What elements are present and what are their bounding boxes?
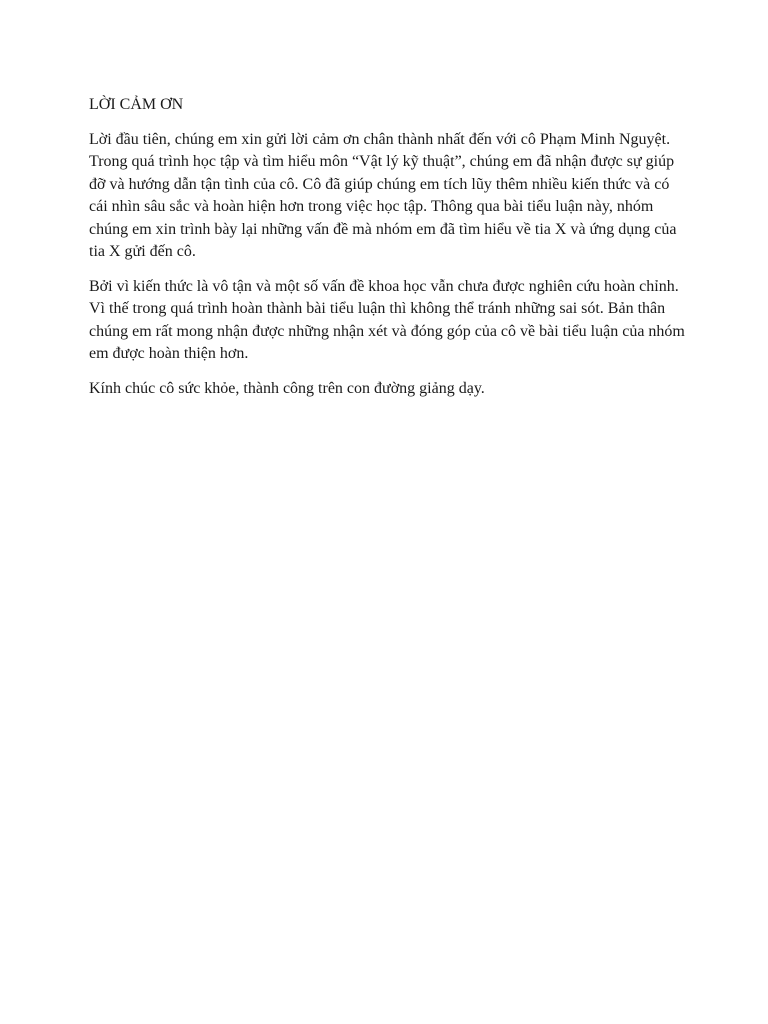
paragraph-intro: Lời đầu tiên, chúng em xin gửi lời cảm ơn chân thành nhất đến với cô Phạm Minh Nguyệt. Trong quá trình học tập và tìm hiểu môn “Vật lý kỹ thuật”, chúng em đã nhận được sự giúp đỡ và hướng dẫn tận tình của cô. Cô đã giúp chúng em tích lũy thêm nhiều kiến thức và có cái nhìn sâu sắc và hoàn hiện hơn trong việc học tập. Thông qua bài tiểu luận này, nhóm chúng em xin trình bày lại những vấn đề mà nhóm em đã tìm hiểu về tia X và ứng dụng của tia X gửi đến cô. <box>89 130 677 260</box>
paragraph-apology: Bởi vì kiến thức là vô tận và một số vấn đề khoa học vẫn chưa được nghiên cứu hoàn chỉnh. Vì thế trong quá trình hoàn thành bài tiểu luận thì không thể tránh những sai sót. Bản thân chúng em rất mong nhận được những nhận xét và đóng góp của cô về bài tiểu luận của nhóm em được hoàn thiện hơn. <box>89 277 685 362</box>
document-body <box>89 94 689 412</box>
paragraph-closing: Kính chúc cô sức khỏe, thành công trên con đường giảng dạy. <box>89 379 485 397</box>
document-heading: LỜI CẢM ƠN <box>89 96 184 113</box>
